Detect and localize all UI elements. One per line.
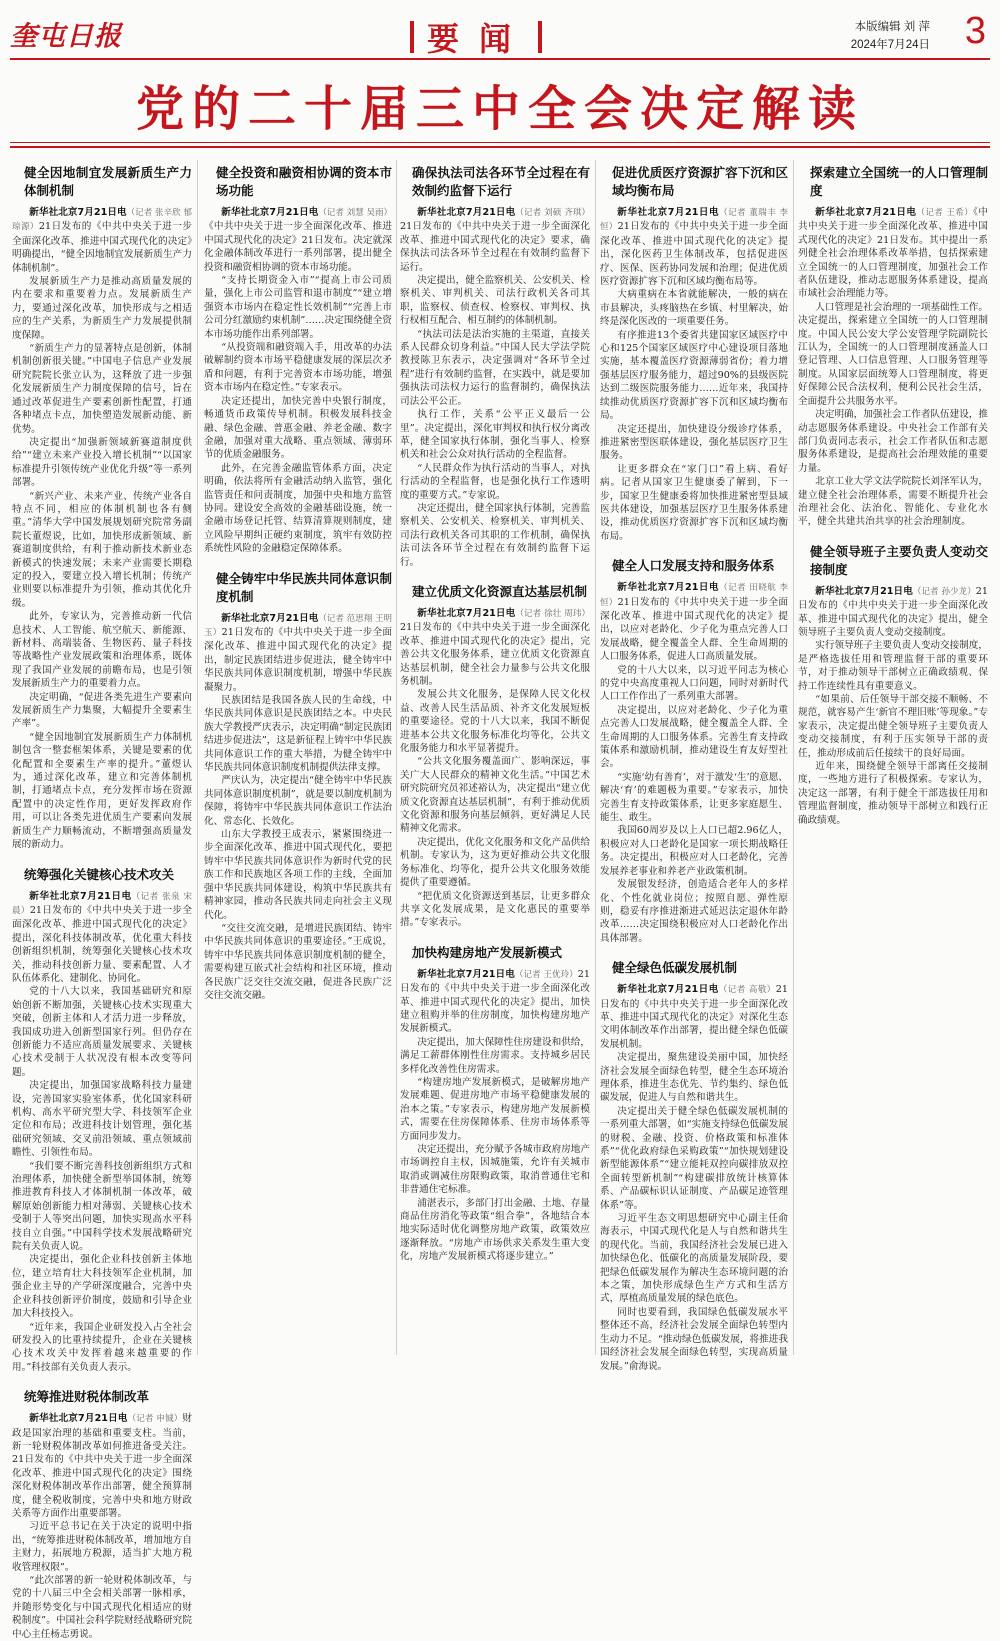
article-paragraph: 此外，在完善金融监管体系方面，决定明确，依法将所有金融活动纳入监管，强化监管责任和问责制度，加强中央和地方监管协同。建设安全高效的金融基础设施，统一金融市场登记托管、结算清算规则制度，建立风险早期纠正硬约束制度，筑牢有效防控系统性风险的金融稳定保障体系。: [204, 462, 392, 555]
article-dateline: 新华社北京7月21日电: [617, 984, 719, 996]
news-article: [12, 164, 192, 852]
article-paragraph: “构建房地产发展新模式，是破解房地产发展难题、促进房地产市场平稳健康发展的治本之策。”专家表示，构建房地产发展新模式，需要在住房保障体系、住房市场体系等方面同步发力。: [400, 1076, 590, 1142]
article-paragraph: “人民群众作为执行活动的当事人，对执行活动的全程监督，也是强化执行工作透明度的重要方式。”专家说。: [400, 462, 590, 501]
section-label: [407, 14, 545, 60]
article-lead: [12, 1412, 192, 1520]
column-divider: [396, 160, 397, 1355]
article-paragraph: 《中共中央关于进一步全面深化改革、推进中国式现代化的决定》21日发布。其中提出一系列健全社会治理体系改革举措，包括探索建立全国统一的人口管理制度，加强社会工作者队伍建设，推动志愿服务体系建设，提高市域社会治理能力等。: [798, 207, 989, 300]
article-paragraph: 21日发布的《中共中央关于进一步全面深化改革、推进中国式现代化的决定》提出，深化科技体制改革，优化重大科技创新组织机制，统筹强化关键核心技术攻关，推动科技创新力量、要素配置、人才队伍体系化、建制化、协同化。: [12, 904, 192, 984]
article-paragraph: 此外，专家认为，完善推动新一代信息技术、人工智能、航空航天、新能源、新材料、高端装备、生物医药、量子科技等战略性产业发展政策和治理体系，既体现了我国产业发展的前瞻布局，也是引领发展新质生产力的重要着力点。: [12, 611, 192, 690]
article-paragraph: 北京工业大学文法学院院长刘泽军认为，建立健全社会治理体系，需要不断提升社会治理社会化、法治化、智能化、专业化水平，健全共建共治共享的社会治理制度。: [798, 476, 988, 528]
section-name: 要闻: [427, 20, 532, 58]
news-article: [12, 866, 192, 1375]
article-paragraph: 决定提出，聚焦建设美丽中国，加快经济社会发展全面绿色转型，健全生态环境治理体系，推进生态优先、节约集约、绿色低碳发展，促进人与自然和谐共生。: [600, 1052, 788, 1104]
article-paragraph: “如果前、后任领导干部交接不顺畅、不规范，就容易产生‘新官不理旧账’等现象。”专家表示，决定提出健全领导班子主要负责人变动交接制度，有利于压实领导干部的责任，推动形成前后任接续干的良好局面。: [798, 694, 988, 759]
article-paragraph: 决定还提出，加快建设分级诊疗体系，推进紧密型医联体建设，强化基层医疗卫生服务。: [600, 423, 788, 462]
article-lead: [400, 607, 590, 688]
masthead: [10, 8, 990, 60]
column-divider: [793, 160, 794, 1355]
article-paragraph: 决定明确，“促进各类先进生产要素向发展新质生产力集聚，大幅提升全要素生产率”。: [12, 691, 192, 730]
article-lead: [798, 585, 988, 640]
article-dateline: 新华社北京7月21日电: [29, 1413, 128, 1425]
article-paragraph: 习近平总书记在关于决定的说明中指出，“统筹推进财税体制改革，增加地方自主财力，拓展地方税源，适当扩大地方税收管理权限”。: [12, 1521, 192, 1573]
article-paragraph: 决定提出，加强国家战略科技力量建设，完善国家实验室体系，优化国家科研机构、高水平研究型大学、科技领军企业定位和布局；改进科技计划管理，强化基础研究领域、交叉前沿领域、重点领域前瞻性、引领性布局。: [12, 1080, 192, 1159]
article-dateline: 新华社北京7月21日电: [221, 207, 319, 218]
article-title: 加快构建房地产发展新模式: [412, 944, 563, 960]
article-title: 健全因地制宜发展新质生产力体制机制: [24, 165, 192, 198]
article-paragraph: “支持长期资金入市”“提高上市公司质量，强化上市公司监管和退市制度”“建立增强资本市场内在稳定性长效机制”“完善上市公司分红激励约束机制”……决定围绕健全资本市场功能作出系列部署。: [204, 275, 392, 340]
article-paragraph: 21日发布的《中共中央关于进一步全面深化改革、推进中国式现代化的决定》提出，以应对老龄化、少子化为重点完善人口发展战略，健全覆盖全人群、全生命周期的人口服务体系，促进人口高质量发展。: [600, 596, 788, 663]
article-reporters: （记者 刘慧 吴雨）: [318, 208, 393, 218]
article-paragraph: 决定还提出，健全国家执行体制，完善监察机关、公安机关、检察机关、审判机关、司法行政机关各司其职的工作机制，确保执法司法各环节全过程在有效制约监督下运行。: [400, 502, 590, 568]
article-dateline: 新华社北京7月21日电: [29, 207, 127, 218]
article-paragraph: 决定提出，强化企业科技创新主体地位，建立培育壮大科技领军企业机制，加强企业主导的产学研深度融合，完善中央企业科技创新评价制度，鼓励和引导企业加大科技投入。: [12, 1254, 192, 1320]
article-paragraph: “把优质文化资源送到基层，让更多群众共享文化发展成果，是文化惠民的重要举措。”专家表示。: [400, 890, 590, 929]
news-article: [798, 543, 988, 827]
article-reporters: （记者 董瑞丰 李恒）: [600, 208, 789, 233]
article-dateline: 新华社北京7月21日电: [617, 582, 720, 594]
article-paragraph: 发展新质生产力是推动高质量发展的内在要求和重要着力点。发展新质生产力，要通过深化改革，加快形成与之相适应的生产关系，为新质生产力发展提供制度保障。: [12, 276, 192, 341]
article-paragraph: 山东大学教授王成表示，紧紧围绕进一步全面深化改革、推进中国式现代化，要把铸牢中华民族共同体意识作为新时代党的民族工作和民族地区各项工作的主线，全面加强中华民族共同体建设，构筑中华民族共有精神家园，推动各民族共同走向社会主义现代化。: [204, 829, 392, 921]
article-lead: [204, 612, 392, 694]
section-bar-left: [410, 21, 414, 53]
section-bar-right: [538, 21, 542, 53]
article-dateline: 新华社北京7月21日电: [815, 585, 913, 597]
article-lead: [600, 206, 788, 288]
article-paragraph: “执法司法是法治实施的主渠道，直接关系人民群众切身利益。”中国人民大学法学院教授陈卫东表示，决定强调对“各环节全过程”进行有效制约监督，在实践中，就是要加强执法司法权力运行的监督制约，确保执法司法公平公正。: [400, 328, 590, 407]
column-4: [600, 160, 789, 1372]
page-editor: 本版编辑 刘 萍: [854, 21, 930, 33]
article-paragraph: 近年来，围绕健全领导干部离任交接制度，一些地方进行了积极探索。专家认为，决定这一部署，有利于健全干部选拔任用和管理监督制度，推动领导干部树立和践行正确政绩观。: [798, 761, 988, 826]
news-article: [600, 959, 788, 1373]
article-paragraph: 21日发布的《中共中央关于进一步全面深化改革、推进中国式现代化的决定》提出，健全领导班子主要负责人变动交接制度。: [798, 585, 989, 638]
article-title: 建立优质文化资源直达基层机制: [412, 583, 588, 599]
newspaper-logo: 奎屯日报: [10, 21, 122, 52]
article-dateline: 新华社北京7月21日电: [617, 207, 720, 218]
column-1: [12, 160, 193, 1640]
article-lead: [12, 206, 192, 275]
article-reporters: （记者 王希）: [916, 208, 974, 218]
article-dateline: 新华社北京7月21日电: [417, 207, 516, 218]
article-paragraph: 实行领导班子主要负责人变动交接制度，是严格选拔任用和管理监督干部的重要环节，对于推动领导干部树立正确政绩观、保持工作连续性具有重要意义。: [798, 640, 988, 692]
news-article: [400, 583, 590, 930]
article-paragraph: 浦湛表示，多部门打出金融、土地、存量商品住房消化等政策“组合拳”，各地结合本地实际适时优化调整房地产政策，政策效应逐渐释放。“房地产市场供求关系发生重大变化，房地产发展新模式将逐步建立。”: [400, 1197, 590, 1263]
article-lead: [600, 581, 788, 663]
article-paragraph: “此次部署的新一轮财税体制改革，与党的十八届三中全会相关部署一脉相承，并随形势变化与中国式现代化相适应的财税制度”。中国社会科学院财经战略研究院中心主任杨志勇说。: [12, 1575, 192, 1640]
article-paragraph: “新质生产力的显著特点是创新，体制机制创新很关键。”中国电子信息产业发展研究院院长张立认为，这释放了进一步强化发展新质生产力制度保障的信号，旨在通过改革促进生产要素创新性配置，打通各种堵点卡点，加快塑造发展新动能、新优势。: [12, 343, 192, 435]
column-5: [798, 160, 988, 1355]
page-number: 3: [964, 10, 986, 52]
article-paragraph: “实施‘幼有善育’，对于激发‘生’的意愿、解决‘育’的难题极为重要。”专家表示，加快完善生育支持政策体系，让更多家庭愿生、能生、敢生。: [600, 771, 788, 824]
column-3: [400, 160, 590, 1355]
news-article: [400, 944, 590, 1264]
article-paragraph: 发展银发经济，创造适合老年人的多样化、个性化就业岗位；按照自愿、弹性原则，稳妥有序推进渐进式延迟法定退休年龄改革……决定围绕积极应对人口老龄化作出具体部署。: [600, 879, 788, 944]
news-article: [600, 557, 788, 945]
article-paragraph: “健全因地制宜发展新质生产力体制机制包含一整套框架体系，关键是要素的优化配置和全要素生产率的提升。”董煜认为，通过深化改革，建立和完善体制机制，打通堵点卡点，充分发挥市场在资源配置中的决定性作用，更好发挥政府作用，可以让各类先进优质生产要素向发展新质生产力顺畅流动，不断增强高质量发展的新动力。: [12, 731, 192, 851]
article-reporters: （记者 刘硕 齐琪）: [515, 208, 591, 218]
news-article: [798, 164, 988, 529]
article-paragraph: 习近平生态文明思想研究中心副主任俞海表示，中国式现代化是人与自然和谐共生的现代化。当前，我国经济社会发展已进入加快绿色化、低碳化的高质量发展阶段，要把绿色低碳发展作为解决生态环境问题的治本之策，加快形成绿色生产方式和生活方式，厚植高质量发展的绿色底色。: [600, 1213, 788, 1305]
article-reporters: （记者 王优玲）: [514, 969, 578, 980]
article-paragraph: 执行工作，关系“公平正义最后一公里”。决定提出，深化审判权和执行权分离改革，健全国家执行体制，强化当事人、检察机关和社会公众对执行活动的全程监督。: [400, 409, 590, 461]
article-title: 确保执法司法各环节全过程在有效制约监督下运行: [412, 165, 590, 198]
article-paragraph: 决定明确，加强社会工作者队伍建设，推动志愿服务体系建设。中央社会工作部有关部门负责同志表示，社会工作者队伍和志愿服务体系建设，是提高社会治理效能的重要力量。: [798, 409, 988, 474]
article-paragraph: 党的十八大以来，我国基础研究和原始创新不断加强，关键核心技术实现重大突破，创新主体和人才活力进一步释放，我国成功进入创新型国家行列。但仍存在创新能力不适应高质量发展要求、关键核心技术受制于人状况没有根本改变等问题。: [12, 986, 192, 1078]
news-article: [12, 1388, 192, 1641]
article-title: 健全投资和融资相协调的资本市场功能: [216, 165, 392, 198]
article-paragraph: 我国60周岁及以上人口已超2.96亿人，积极应对人口老龄化是国家一项长期战略任务。决定提出，积极应对人口老龄化，完善发展养老事业和养老产业政策机制。: [600, 825, 788, 877]
article-reporters: （记者 范思翔 王明玉）: [204, 613, 393, 638]
article-paragraph: 大病重病在本省就能解决，一般的病在市县解决，头疼脑热在乡镇、村里解决，始终是深化医改的一项重要任务。: [600, 289, 788, 328]
article-paragraph: 决定提出，加大保障性住房建设和供给，满足工薪群体刚性住房需求。支持城乡居民多样化改善性住房需求。: [400, 1036, 590, 1075]
news-article: [600, 164, 788, 543]
article-title: 健全绿色低碳发展机制: [612, 960, 738, 976]
article-lead: [204, 206, 392, 274]
article-reporters: （记者 申铖）: [127, 1414, 183, 1425]
article-paragraph: 财政是国家治理的基础和重要支柱。当前，新一轮财税体制改革如何推进备受关注。21日发布的《中共中央关于进一步全面深化改革、推进中国式现代化的决定》围绕深化财税体制改革作出部署，健全预算制度，健全税收制度，完善中央和地方财政关系等方面作出重要部署。: [12, 1413, 192, 1519]
column-divider: [197, 160, 198, 1355]
article-lead: [798, 206, 988, 301]
article-title: 健全领导班子主要负责人变动交接制度: [810, 543, 988, 577]
article-dateline: 新华社北京7月21日电: [221, 612, 319, 624]
page-headline: 党的二十届三中全会决定解读: [135, 81, 864, 137]
column-2: [204, 160, 392, 1355]
article-paragraph: 21日发布的《中共中央关于进一步全面深化改革、推进中国式现代化的决定》提出，制定民族团结进步促进法，健全铸牢中华民族共同体意识制度机制，增强中华民族凝聚力。: [204, 626, 392, 693]
issue-date: 2024年7月24日: [850, 39, 930, 51]
article-title: 统筹强化关键核心技术攻关: [24, 866, 175, 882]
article-dateline: 新华社北京7月21日电: [417, 968, 515, 980]
article-paragraph: “交往交流交融，是增进民族团结、铸牢中华民族共同体意识的重要途径。”王成说，铸牢中华民族共同体意识制度机制的健全，需要构建互嵌式社会结构和社区环境，推动各民族广泛交往交流交融，促进各民族广泛交往交流交融。: [204, 922, 392, 1001]
article-reporters: （记者 张泉 宋晨）: [12, 891, 193, 916]
article-paragraph: 《中共中央关于进一步全面深化改革、推进中国式现代化的决定》21日发布。决定就深化金融体制改革进行一系列部署，提出健全投资和融资相协调的资本市场功能。: [204, 221, 392, 273]
article-title: 促进优质医疗资源扩容下沉和区域均衡布局: [612, 165, 788, 198]
article-paragraph: 发展公共文化服务，是保障人民文化权益、改善人民生活品质、补齐文化发展短板的重要途径。党的十八大以来，我国不断促进基本公共文化服务标准化均等化，公共文化服务能力和水平显著提升。: [400, 689, 590, 755]
article-paragraph: 让更多群众在“家门口”看上病、看好病。记者从国家卫生健康委了解到，下一步，国家卫生健康委将加快推进紧密型县域医共体建设，加强基层医疗卫生服务体系建设，推动优质医疗资源扩容下沉和区域均衡布局。: [600, 463, 788, 542]
article-title: 健全人口发展支持和服务体系: [612, 558, 775, 574]
news-article: [204, 570, 392, 1003]
article-dateline: 新华社北京7月21日电: [417, 607, 516, 619]
article-paragraph: 21日发布的《中共中央关于进一步全面深化改革、推进中国式现代化的决定》提出，加快建立租购并举的住房制度，加快构建房地产发展新模式。: [400, 968, 591, 1035]
column-divider: [595, 160, 596, 1355]
article-dateline: 新华社北京7月21日电: [29, 890, 132, 902]
article-paragraph: 有序推进13个委省共建国家区域医疗中心和125个国家区域医疗中心建设项目落地实施，基本覆盖医疗资源薄弱省份；着力增强基层医疗服务能力，超过90%的县级医院达到二级医院服务能力……近年来，我国持续推动优质医疗资源扩容下沉和区域均衡布局。: [600, 329, 788, 422]
article-reporters: （记者 田晓航 李恒）: [600, 583, 789, 608]
article-paragraph: “公共文化服务覆盖面广、影响深远，事关广大人民群众的精神文化生活。”中国艺术研究院研究员祁述裕认为，决定提出“建立优质文化资源直达基层机制”，有利于推动优质文化资源和服务向基层倾斜，更好满足人民精神文化需求。: [400, 756, 590, 835]
article-paragraph: 党的十八大以来，以习近平同志为核心的党中央高度重视人口问题，同时对新时代人口工作作出了一系列重大部署。: [600, 664, 788, 703]
article-paragraph: 决定提出，健全监察机关、公安机关、检察机关、审判机关、司法行政机关各司其职，监察权、侦查权、检察权、审判权、执行权相互配合、相互制约的体制机制。: [400, 275, 590, 327]
article-lead: [400, 968, 590, 1036]
article-paragraph: “我们要不断完善科技创新组织方式和治理体系，加快健全新型举国体制，统筹推进教育科技人才体制机制一体改革，破解原始创新能力相对薄弱、关键核心技术受制于人等突出问题，加快实现高水平科技自立自强。”中国科学技术发展战略研究院有关负责人说。: [12, 1160, 192, 1253]
article-paragraph: 决定还提出，充分赋予各城市政府房地产市场调控自主权，因城施策，允许有关城市取消或调减住房限购政策，取消普通住宅和非普通住宅标准。: [400, 1144, 590, 1196]
article-paragraph: 21日发布的《中共中央关于进一步全面深化改革、推进中国式现代化的决定》对深化生态文明体制改革作出部署，提出健全绿色低碳发展机制。: [600, 984, 788, 1050]
article-paragraph: 同时也要看到，我国绿色低碳发展水平整体还不高，经济社会发展全面绿色转型内生动力不足。“推动绿色低碳发展，将推进我国经济社会发展全面绿色转型，实现高质量发展。”俞海说。: [600, 1306, 788, 1372]
article-paragraph: 21日发布的《中共中央关于进一步全面深化改革、推进中国式现代化的决定》要求，确保执法司法各环节全过程在有效制约监督下运行。: [400, 221, 590, 273]
article-title: 健全铸牢中华民族共同体意识制度机制: [216, 570, 392, 604]
article-paragraph: “从投资端和融资端入手，用改革的办法破解制约资本市场平稳健康发展的深层次矛盾和问题，有利于完善资本市场功能，增强资本市场内在稳定性。”专家表示。: [204, 342, 392, 394]
article-reporters: （记者 孙少龙）: [912, 586, 976, 597]
headline-rule-thin: [10, 142, 990, 143]
article-paragraph: 决定还提出，加快完善中央银行制度，畅通货币政策传导机制。积极发展科技金融、绿色金融、普惠金融、养老金融、数字金融，加强对重大战略、重点领域、薄弱环节的优质金融服务。: [204, 395, 392, 461]
article-paragraph: 严庆认为，决定提出“健全铸牢中华民族共同体意识制度机制”，就是要以制度机制为保障，将铸牢中华民族共同体意识工作法治化、常态化、长效化。: [204, 775, 392, 827]
article-paragraph: 21日发布的《中共中央关于进一步全面深化改革、推进中国式现代化的决定》明确提出，“健全因地制宜发展新质生产力体制机制”。: [12, 221, 192, 274]
article-title: 统筹推进财税体制改革: [24, 1389, 150, 1405]
article-paragraph: 21日发布的《中共中央关于进一步全面深化改革、推进中国式现代化的决定》提出，完善公共文化服务体系，建立优质文化资源直达基层机制，健全社会力量参与公共文化服务机制。: [400, 622, 590, 687]
article-paragraph: 民族团结是我国各族人民的生命线，中华民族共同体意识是民族团结之本。中央民族大学教授严庆表示，决定明确“制定民族团结进步促进法”，这是新征程上铸牢中华民族共同体意识工作的重大举措，为健全铸牢中华民族共同体意识制度机制提供法律支撑。: [204, 695, 392, 774]
article-paragraph: 决定提出，优化文化服务和文化产品供给机制。专家认为，这为更好推动公共文化服务标准化、均等化，提升公共文化服务效能提供了重要遵循。: [400, 836, 590, 889]
article-paragraph: “近年来，我国企业研发投入占全社会研发投入的比重持续提升，企业在关键核心技术攻关中发挥着越来越重要的作用。”科技部有关负责人表示。: [12, 1321, 192, 1373]
article-paragraph: “新兴产业、未来产业、传统产业各自特点不同，相应的体制机制也各有侧重。”清华大学中国发展规划研究院常务副院长董煜说，比如，加快形成新领域、新赛道制度供给，有利于推动新技术新业态新模式的快速发展；未来产业需要长期稳定的投入，要建立投入增长机制；传统产业则要以标准提升为引领，推动其优化升级。: [12, 490, 192, 609]
article-paragraph: 人口管理是社会治理的一项基础性工作。决定提出，探索建立全国统一的人口管理制度。中国人民公安大学公安管理学院副院长江认为，全国统一的人口管理制度涵盖人口登记管理、人口信息管理、人口服务管理等制度。从国家层面统筹人口管理制度，将更好保障公民合法权利，便利公民社会生活，全面提升公共服务水平。: [798, 301, 988, 407]
editor-info: [851, 18, 930, 54]
news-article: [204, 164, 392, 556]
article-paragraph: 决定提出，以应对老龄化、少子化为重点完善人口发展战略，健全覆盖全人群、全生命周期的人口服务体系。完善生育支持政策体系和激励机制，推动建设生育友好型社会。: [600, 704, 788, 770]
article-paragraph: 21日发布的《中共中央关于进一步全面深化改革、推进中国式现代化的决定》提出，深化医药卫生体制改革，包括促进医疗、医保、医药协同发展和治理；促进优质医疗资源扩容下沉和区域均衡布局等。: [600, 221, 788, 288]
article-reporters: （记者 高敬）: [718, 985, 776, 996]
article-dateline: 新华社北京7月21日电: [815, 207, 917, 218]
article-paragraph: 决定提出“加强新领域新赛道制度供给”“建立未来产业投入增长机制”“以国家标准提升引领传统产业优化升级”等一系列部署。: [12, 436, 192, 489]
article-lead: [12, 890, 192, 986]
article-lead: [600, 983, 788, 1051]
article-reporters: （记者 徐壮 周玮）: [515, 608, 591, 619]
news-article: [400, 164, 590, 569]
article-paragraph: 决定提出关于健全绿色低碳发展机制的一系列重大部署，如“实施支持绿色低碳发展的财税、金融、投资、价格政策和标准体系”“优化政府绿色采购政策”“加快规划建设新型能源体系”“建立能耗双控向碳排放双控全面转型新机制”“构建碳排放统计核算体系、产品碳标识认证制度、产品碳足迹管理体系”等。: [600, 1105, 788, 1211]
article-title: 探索建立全国统一的人口管理制度: [810, 165, 988, 198]
headline-rule-thick: [10, 146, 990, 148]
article-lead: [400, 206, 590, 274]
article-reporters: （记者 张辛欣 郁琼源）: [12, 208, 192, 233]
